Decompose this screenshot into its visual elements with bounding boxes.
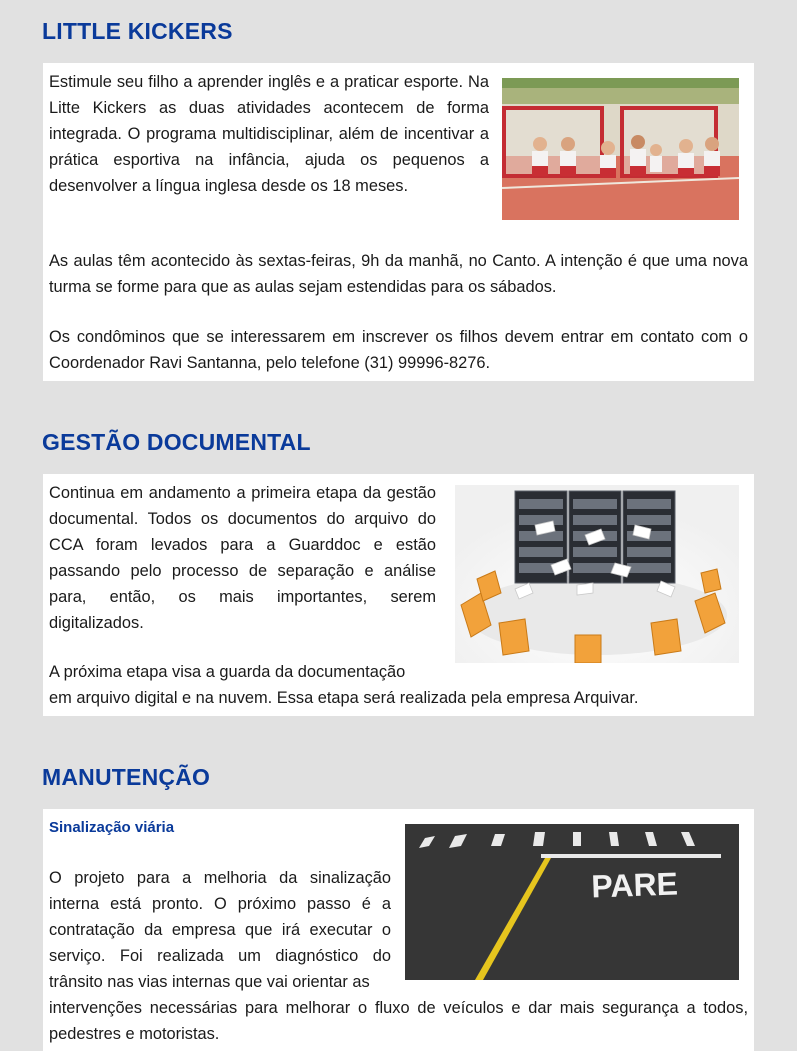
gestao-documental-card (43, 474, 754, 716)
section-title-manutencao: MANUTENÇÃO (42, 764, 211, 790)
manutencao-card (43, 809, 754, 1051)
little-kickers-paragraph-3: Os condôminos que se interessarem em inscrever os filhos devem entrar em contato com o Coordenador Ravi Santanna, pelo telefone (31) 99996-8276. (49, 328, 748, 372)
little-kickers-card (43, 63, 754, 381)
road-pare-marking-photo (405, 824, 739, 980)
section-title-gestao-documental: GESTÃO DOCUMENTAL (42, 429, 311, 455)
kids-soccer-photo (502, 78, 739, 220)
manutencao-paragraph-1-continued: intervenções necessárias para melhorar o fluxo de veículos e dar mais segurança a todos, pedestres e motoristas. (49, 999, 748, 1043)
section-title-little-kickers: LITTLE KICKERS (42, 18, 233, 44)
little-kickers-paragraph-1: Estimule seu filho a aprender inglês e a praticar esporte. Na Litte Kickers as duas atividades acontecem de forma integrada. O programa multidisciplinar, além de incentivar a prática esportiva na infância, ajuda os pequenos a desenvolver a língua inglesa desde os 18 meses. (49, 73, 489, 195)
pare-road-text: PARE (590, 865, 679, 905)
manutencao-paragraph-1: O projeto para a melhoria da sinalização interna está pronto. O próximo passo é a contratação da empresa que irá executar o serviço. Foi realizada um diagnóstico do trânsito nas vias internas que vai orientar as (49, 869, 391, 991)
gestao-paragraph-2-line-1: A próxima etapa visa a guarda da documentação (49, 663, 406, 681)
gestao-paragraph-2-line-2: em arquivo digital e na nuvem. Essa etapa será realizada pela empresa Arquivar. (49, 689, 639, 707)
sinalizacao-viaria-subtitle: Sinalização viária (49, 819, 175, 836)
document-archive-illustration (455, 485, 739, 663)
little-kickers-paragraph-2: As aulas têm acontecido às sextas-feiras, 9h da manhã, no Canto. A intenção é que uma nova turma se forme para que as aulas sejam estendidas para os sábados. (49, 252, 748, 296)
gestao-paragraph-1: Continua em andamento a primeira etapa da gestão documental. Todos os documentos do arquivo do CCA foram levados para a Guarddoc e estão passando pelo processo de separação e análise para, então, os mais importantes, serem digitalizados. (49, 484, 436, 632)
